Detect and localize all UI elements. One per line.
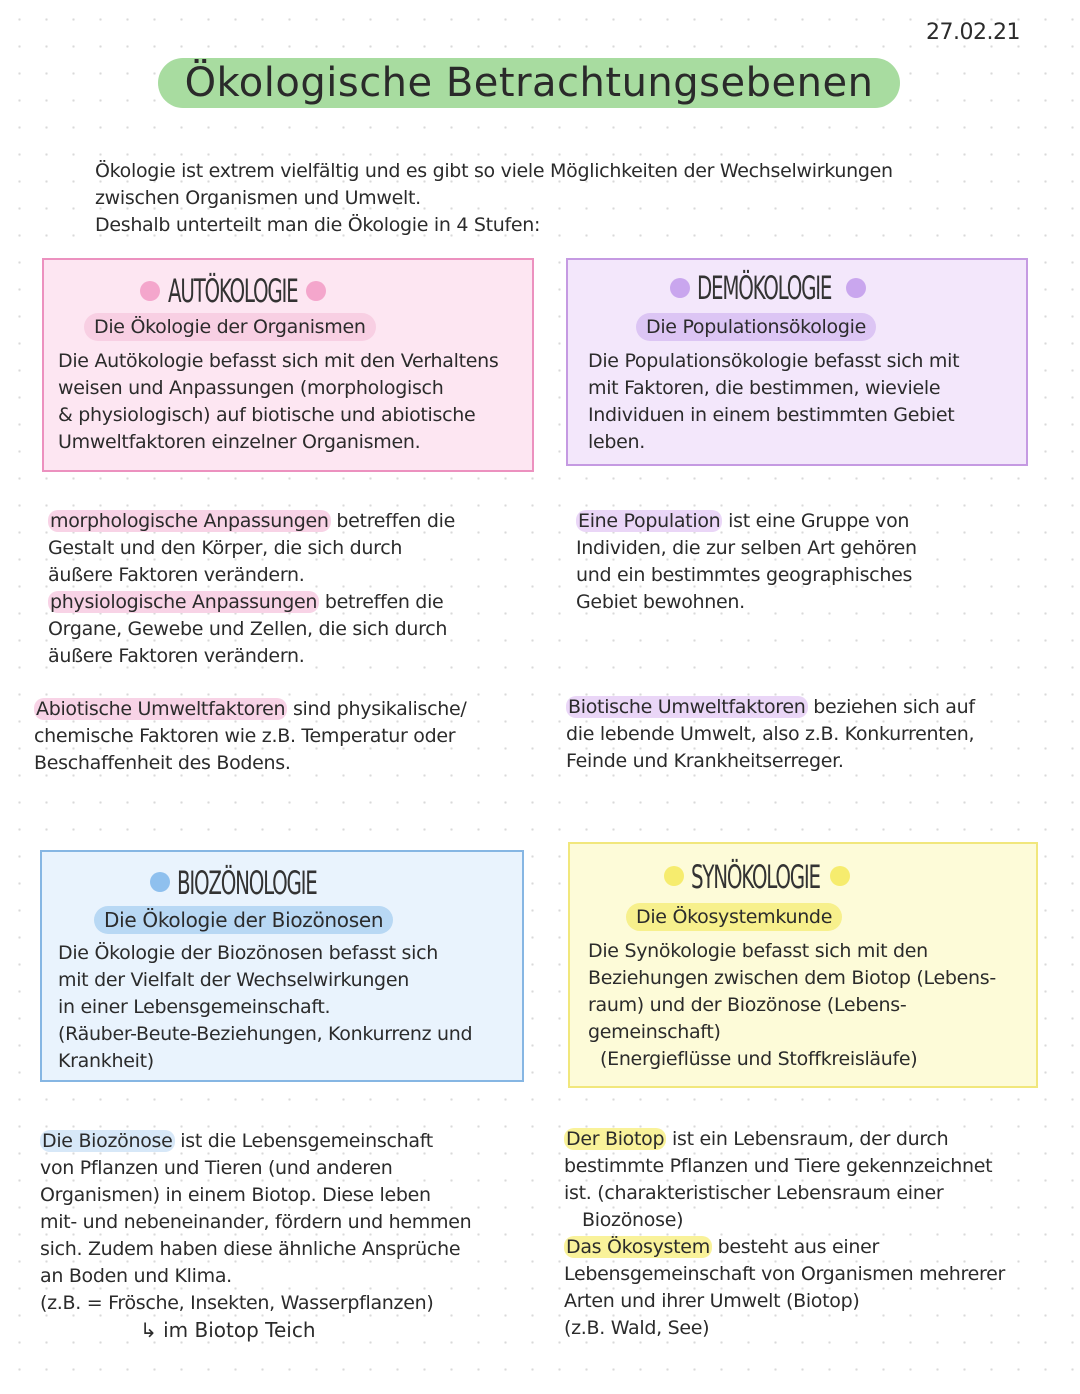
demoekologie-subtitle: Die Populationsökologie	[636, 313, 876, 341]
population-notes	[576, 508, 1026, 616]
heading-dot-icon	[306, 281, 326, 301]
text-line: Die Populationsökologie befasst sich mit	[588, 350, 960, 372]
text-segment: ist eine Gruppe von	[722, 510, 910, 532]
text-line: chemische Faktoren wie z.B. Temperatur oder	[34, 725, 456, 747]
morph-term: morphologische Anpassungen	[50, 510, 329, 532]
text-line: Organismen) in einem Biotop. Diese leben	[40, 1184, 431, 1206]
biozoenologie-description	[58, 940, 518, 1075]
autoekologie-subtitle: Die Ökologie der Organismen	[84, 313, 376, 341]
text-line: Organe, Gewebe und Zellen, die sich durch	[48, 618, 448, 640]
bio-term: Biotische Umweltfaktoren	[568, 696, 806, 718]
biozoenose-term: Die Biozönose	[42, 1130, 173, 1152]
text-segment: betreffen die	[319, 591, 444, 613]
text-segment: im Biotop Teich	[163, 1318, 316, 1342]
text-segment: ist die Lebensgemeinschaft	[174, 1130, 433, 1152]
autoekologie-description	[58, 348, 528, 456]
text-line: (z.B. Wald, See)	[564, 1317, 710, 1339]
biotop-oekosystem-notes	[564, 1126, 1054, 1342]
text-line: Individen, die zur selben Art gehören	[576, 537, 917, 559]
oekosystem-term: Das Ökosystem	[566, 1236, 710, 1258]
text-line: (Räuber-Beute-Beziehungen, Konkurrenz und	[58, 1023, 473, 1045]
biotop-term: Der Biotop	[566, 1128, 665, 1150]
intro-line: Deshalb unterteilt man die Ökologie in 4 Stufen:	[95, 214, 541, 236]
text-line: Umweltfaktoren einzelner Organismen.	[58, 431, 421, 453]
text-line: Individuen in einem bestimmten Gebiet	[588, 404, 955, 426]
biozoenose-notes	[40, 1128, 540, 1317]
text-line: von Pflanzen und Tieren (und anderen	[40, 1157, 393, 1179]
text-line: äußere Faktoren verändern.	[48, 564, 305, 586]
synoekologie-heading: SYNÖKOLOGIE	[691, 858, 820, 896]
text-line: Die Ökologie der Biozönosen befasst sich	[58, 942, 439, 964]
text-line: äußere Faktoren verändern.	[48, 645, 305, 667]
text-line: Gestalt und den Körper, die sich durch	[48, 537, 403, 559]
text-line: und ein bestimmtes geographisches	[576, 564, 913, 586]
biozoenologie-subtitle: Die Ökologie der Biozönosen	[94, 906, 393, 934]
biotische-notes	[566, 694, 1046, 775]
text-line: die lebende Umwelt, also z.B. Konkurrenten,	[566, 723, 975, 745]
text-segment: besteht aus einer	[711, 1236, 880, 1258]
text-line: ist. (charakteristischer Lebensraum einer	[564, 1182, 944, 1204]
autoekologie-heading: AUTÖKOLOGIE	[168, 272, 298, 310]
heading-dot-icon	[140, 281, 160, 301]
text-line: & physiologisch) auf biotische und abiotische	[58, 404, 476, 426]
abiotische-notes	[34, 696, 534, 777]
text-line: in einer Lebensgemeinschaft.	[58, 996, 331, 1018]
intro-line: zwischen Organismen und Umwelt.	[95, 187, 421, 209]
text-line: Biozönose)	[582, 1209, 684, 1231]
synoekologie-subtitle: Die Ökosystemkunde	[626, 903, 842, 931]
anpassungen-notes	[48, 508, 528, 670]
abio-term: Abiotische Umweltfaktoren	[36, 698, 286, 720]
demoekologie-heading: DEMÖKOLOGIE	[697, 269, 832, 307]
intro-text	[95, 158, 995, 239]
text-segment: beziehen sich auf	[807, 696, 975, 718]
page-title: Ökologische Betrachtungsebenen	[184, 60, 874, 106]
arrow-icon: ↳	[140, 1318, 157, 1342]
text-line: Die Autökologie befasst sich mit den Verhaltens	[58, 350, 499, 372]
text-line: Gebiet bewohnen.	[576, 591, 745, 613]
phys-term: physiologische Anpassungen	[50, 591, 318, 613]
text-segment: betreffen die	[330, 510, 455, 532]
text-line: an Boden und Klima.	[40, 1265, 232, 1287]
text-line: mit Faktoren, die bestimmen, wieviele	[588, 377, 941, 399]
heading-dot-icon	[830, 866, 850, 886]
heading-dot-icon	[664, 866, 684, 886]
text-line: Beziehungen zwischen dem Biotop (Lebens-	[588, 967, 996, 989]
text-line: leben.	[588, 431, 645, 453]
text-line: mit- und nebeneinander, fördern und hemmen	[40, 1211, 472, 1233]
text-line: Beschaffenheit des Bodens.	[34, 752, 291, 774]
text-line: gemeinschaft)	[588, 1021, 721, 1043]
text-line: Feinde und Krankheitserreger.	[566, 750, 844, 772]
date: 27.02.21	[926, 20, 1020, 45]
text-line: Die Synökologie befasst sich mit den	[588, 940, 928, 962]
heading-dot-icon	[670, 278, 690, 298]
intro-line: Ökologie ist extrem vielfältig und es gibt so viele Möglichkeiten der Wechselwirkungen	[95, 160, 893, 182]
text-line: mit der Vielfalt der Wechselwirkungen	[58, 969, 409, 991]
biotop-teich-note	[140, 1318, 316, 1342]
text-segment: sind physikalische/	[287, 698, 467, 720]
text-line: (z.B. = Frösche, Insekten, Wasserpflanzen)	[40, 1292, 434, 1314]
population-term: Eine Population	[578, 510, 721, 532]
text-line: Arten und ihrer Umwelt (Biotop)	[564, 1290, 860, 1312]
text-line: sich. Zudem haben diese ähnliche Ansprüche	[40, 1238, 461, 1260]
text-line: raum) und der Biozönose (Lebens-	[588, 994, 907, 1016]
text-line: (Energieflüsse und Stoffkreisläufe)	[600, 1048, 918, 1070]
text-line: weisen und Anpassungen (morphologisch	[58, 377, 444, 399]
biozoenologie-heading: BIOZÖNOLOGIE	[177, 864, 317, 902]
heading-dot-icon	[846, 278, 866, 298]
text-line: Krankheit)	[58, 1050, 154, 1072]
synoekologie-description	[588, 938, 1028, 1073]
text-segment: ist ein Lebensraum, der durch	[666, 1128, 949, 1150]
demoekologie-description	[588, 348, 1018, 456]
text-line: bestimmte Pflanzen und Tiere gekennzeichnet	[564, 1155, 993, 1177]
heading-dot-icon	[150, 872, 170, 892]
text-line: Lebensgemeinschaft von Organismen mehrerer	[564, 1263, 1005, 1285]
